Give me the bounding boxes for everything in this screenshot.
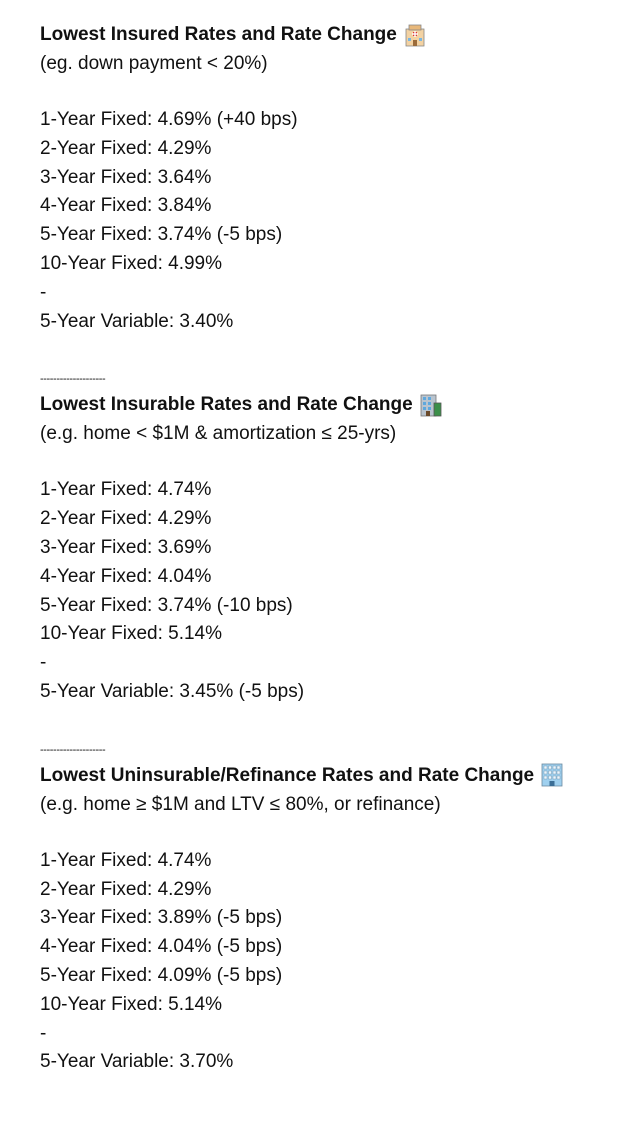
rate-line: 1-Year Fixed: 4.69% (+40 bps) (40, 109, 298, 130)
rate-line: 5-Year Fixed: 3.74% (-5 bps) (40, 224, 283, 246)
rate-line: 4-Year Fixed: 4.04% (-5 bps) (40, 936, 283, 958)
building-emoji-icon (419, 393, 443, 417)
rate-line: 1-Year Fixed: 4.74% (40, 849, 212, 871)
rate-line: 4-Year Fixed: 3.84% (40, 195, 212, 217)
variable-rate-line: 5-Year Variable: 3.40% (40, 310, 234, 332)
rate-line: 3-Year Fixed: 3.89% (-5 bps) (40, 907, 283, 929)
section-heading (40, 20, 641, 49)
section-divider: -------------------- (40, 743, 106, 756)
rate-line: 10-Year Fixed: 5.14% (40, 993, 223, 1015)
rate-line: 4-Year Fixed: 4.04% (40, 565, 212, 587)
section-heading (40, 390, 641, 419)
separator-dash: - (40, 1022, 47, 1044)
section-subtitle: (e.g. home ≥ $1M and LTV ≤ 80%, or refinance) (40, 793, 441, 815)
section-divider: -------------------- (40, 373, 106, 386)
separator-dash: - (40, 652, 47, 674)
section-subtitle: (eg. down payment < 20%) (40, 53, 268, 74)
section-heading-text: Lowest Insured Rates and Rate Change (40, 24, 397, 45)
separator-dash: - (40, 281, 47, 303)
section-heading (40, 761, 641, 790)
rate-line: 1-Year Fixed: 4.74% (40, 479, 212, 501)
section-heading-text: Lowest Insurable Rates and Rate Change (40, 394, 413, 416)
insurable-rates-section (40, 390, 641, 706)
insured-rates-section (40, 20, 641, 336)
house-emoji-icon (403, 23, 427, 47)
rate-line: 2-Year Fixed: 4.29% (40, 508, 212, 530)
rate-line: 10-Year Fixed: 4.99% (40, 252, 223, 274)
rate-line: 5-Year Fixed: 3.74% (-10 bps) (40, 594, 293, 616)
variable-rate-line: 5-Year Variable: 3.70% (40, 1051, 234, 1073)
rate-line: 3-Year Fixed: 3.64% (40, 166, 212, 188)
office-building-emoji-icon (540, 763, 564, 787)
uninsurable-rates-section (40, 761, 641, 1077)
rate-line: 3-Year Fixed: 3.69% (40, 536, 212, 558)
rate-line: 2-Year Fixed: 4.29% (40, 137, 212, 159)
rate-line: 5-Year Fixed: 4.09% (-5 bps) (40, 964, 283, 986)
section-subtitle: (e.g. home < $1M & amortization ≤ 25-yrs) (40, 423, 397, 445)
rate-line: 10-Year Fixed: 5.14% (40, 623, 223, 645)
section-heading-text: Lowest Uninsurable/Refinance Rates and Rate Change (40, 764, 535, 786)
variable-rate-line: 5-Year Variable: 3.45% (-5 bps) (40, 680, 305, 702)
rate-line: 2-Year Fixed: 4.29% (40, 878, 212, 900)
